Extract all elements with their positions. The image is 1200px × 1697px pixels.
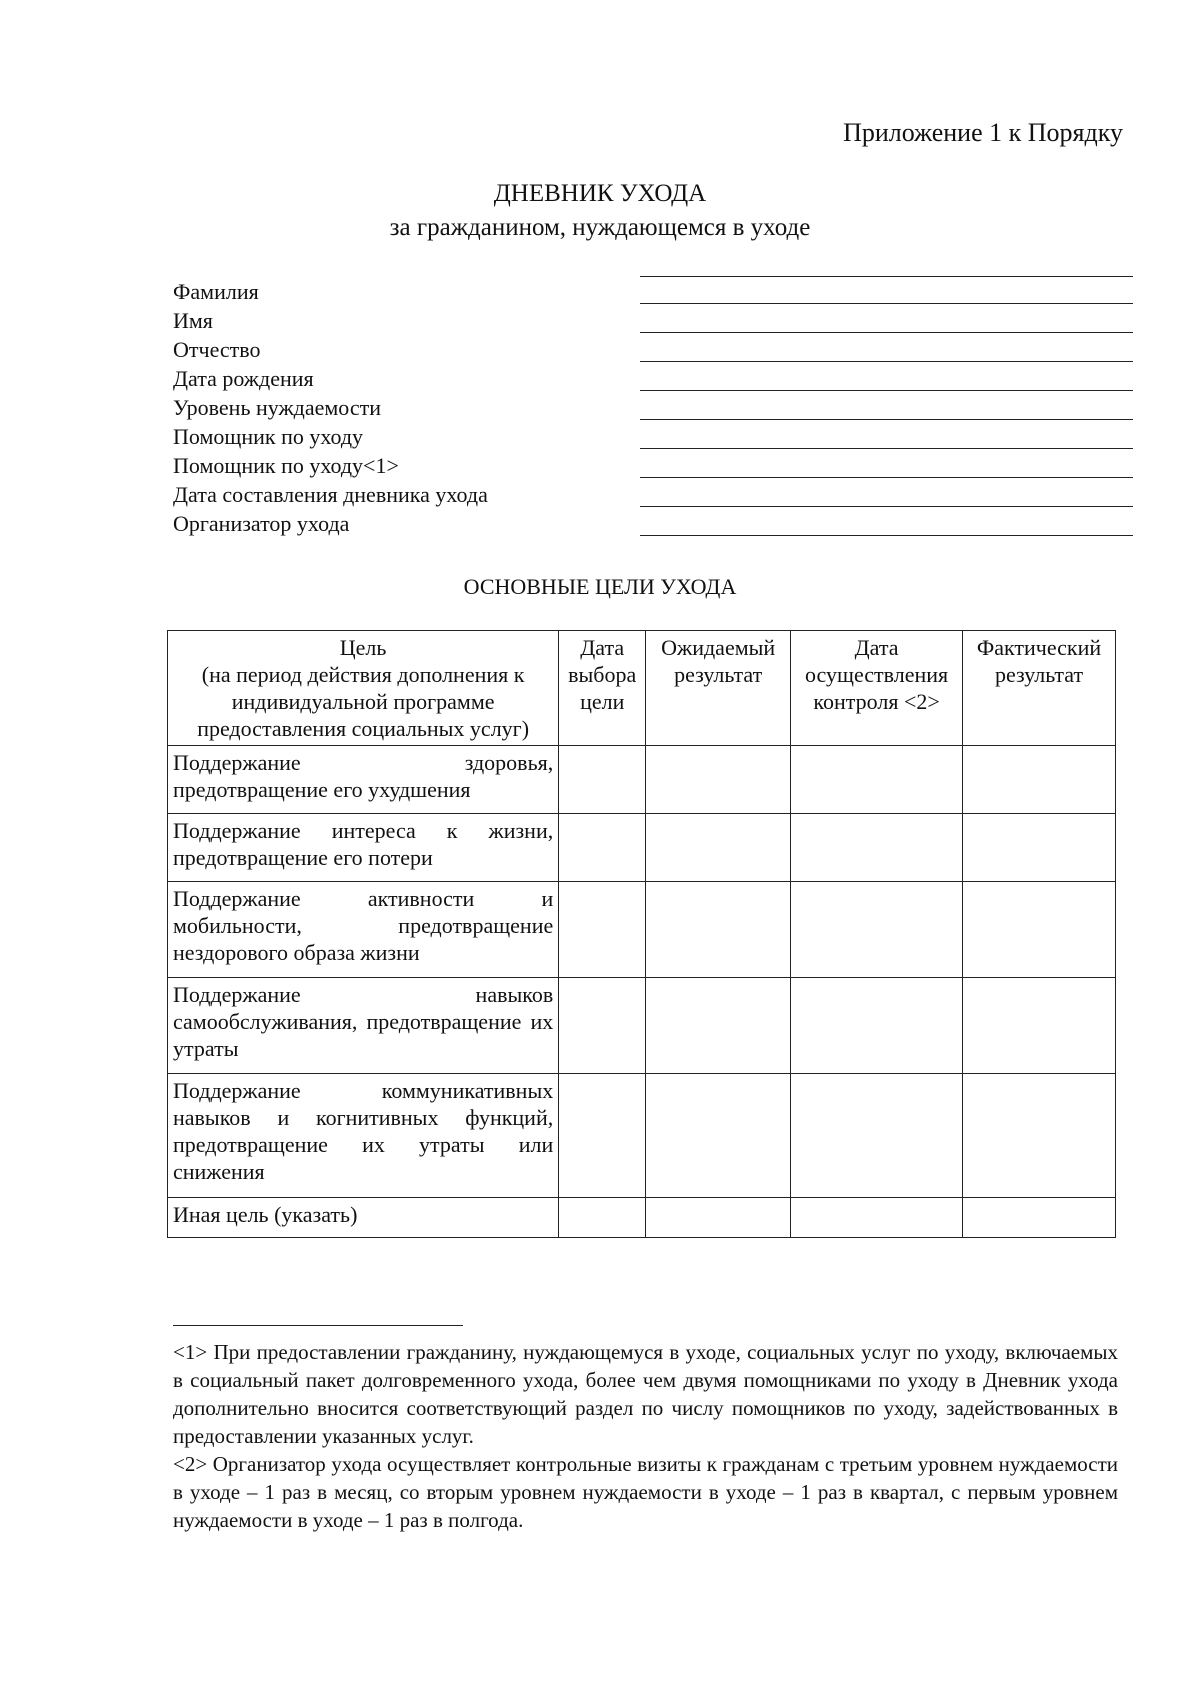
field-input-line[interactable] bbox=[640, 535, 1133, 536]
table-row bbox=[168, 746, 1116, 814]
footnote-2: <2> Организатор ухода осуществляет контрольные визиты к гражданам с третьим уровнем нуждаемости в уходе – 1 раз в месяц, со вторым уровнем нуждаемости в уходе – 1 раз в квартал, с первым уровнем нуждаемости в уходе – 1 раз в полгода. bbox=[173, 1452, 1118, 1532]
goal-cell: Поддержание коммуникативных навыков и когнитивных функций, предотвращение их утраты или снижения bbox=[168, 1074, 559, 1198]
field-care-assistant-2 bbox=[173, 451, 1133, 480]
table-row bbox=[168, 1198, 1116, 1238]
field-input-line[interactable] bbox=[640, 390, 1133, 391]
header-goal-line: предоставления социальных услуг) bbox=[197, 716, 530, 741]
field-label: Фамилия bbox=[173, 279, 259, 304]
table-row bbox=[168, 978, 1116, 1074]
field-label: Организатор ухода bbox=[173, 511, 350, 536]
field-input-line[interactable] bbox=[640, 332, 1133, 333]
field-input-line[interactable] bbox=[640, 506, 1133, 507]
goal-cell: Иная цель (указать) bbox=[168, 1198, 559, 1238]
footnote-separator bbox=[173, 1325, 463, 1326]
empty-cell[interactable] bbox=[646, 746, 791, 814]
field-label: Отчество bbox=[173, 337, 261, 362]
table-row bbox=[168, 1074, 1116, 1198]
field-label: Помощник по уходу bbox=[173, 424, 364, 449]
empty-cell[interactable] bbox=[791, 882, 963, 978]
empty-cell[interactable] bbox=[791, 746, 963, 814]
field-label: Уровень нуждаемости bbox=[173, 395, 382, 420]
field-care-organizer bbox=[173, 509, 1133, 538]
field-need-level bbox=[173, 393, 1133, 422]
section-title: ОСНОВНЫЕ ЦЕЛИ УХОДА bbox=[463, 574, 737, 599]
empty-cell[interactable] bbox=[791, 978, 963, 1074]
field-diary-date bbox=[173, 480, 1133, 509]
empty-cell[interactable] bbox=[646, 814, 791, 882]
empty-cell[interactable] bbox=[646, 882, 791, 978]
field-label: Помощник по уходу<1> bbox=[173, 453, 399, 478]
goal-cell: Поддержание активности и мобильности, предотвращение нездорового образа жизни bbox=[168, 882, 559, 978]
header-goal-line: (на период действия дополнения к bbox=[201, 662, 525, 687]
field-label: Имя bbox=[173, 308, 213, 333]
field-input-line[interactable] bbox=[640, 448, 1133, 449]
table-row bbox=[168, 814, 1116, 882]
field-patronymic bbox=[173, 335, 1133, 364]
empty-cell[interactable] bbox=[559, 1074, 646, 1198]
empty-cell[interactable] bbox=[963, 978, 1116, 1074]
empty-cell[interactable] bbox=[646, 1198, 791, 1238]
header-selection-date: Дата выбора цели bbox=[559, 631, 646, 746]
header-goal-line: Цель bbox=[339, 635, 387, 660]
document-subtitle: за гражданином, нуждающемся в уходе bbox=[389, 214, 811, 241]
field-label: Дата рождения bbox=[173, 366, 314, 391]
empty-cell[interactable] bbox=[646, 1074, 791, 1198]
header-goal-line: индивидуальной программе bbox=[231, 689, 495, 714]
empty-cell[interactable] bbox=[963, 814, 1116, 882]
field-label: Дата составления дневника ухода bbox=[173, 482, 488, 507]
document-title: ДНЕВНИК УХОДА bbox=[493, 180, 707, 207]
empty-cell[interactable] bbox=[559, 1198, 646, 1238]
empty-cell[interactable] bbox=[646, 978, 791, 1074]
empty-cell[interactable] bbox=[963, 1074, 1116, 1198]
goal-cell: Поддержание навыков самообслуживания, предотвращение их утраты bbox=[168, 978, 559, 1074]
empty-cell[interactable] bbox=[559, 814, 646, 882]
empty-cell[interactable] bbox=[791, 1198, 963, 1238]
goals-table bbox=[167, 630, 1116, 1238]
empty-cell[interactable] bbox=[559, 978, 646, 1074]
goal-cell: Поддержание интереса к жизни, предотвращение его потери bbox=[168, 814, 559, 882]
appendix-reference: Приложение 1 к Порядку bbox=[843, 118, 1123, 147]
header-expected-result: Ожидаемый результат bbox=[646, 631, 791, 746]
empty-cell[interactable] bbox=[963, 746, 1116, 814]
personal-info-fields bbox=[173, 277, 1133, 538]
footnotes bbox=[173, 1338, 1118, 1534]
field-input-line[interactable] bbox=[640, 303, 1133, 304]
field-input-line[interactable] bbox=[640, 477, 1133, 478]
header-goal bbox=[168, 631, 559, 746]
empty-cell[interactable] bbox=[559, 746, 646, 814]
empty-cell[interactable] bbox=[791, 1074, 963, 1198]
table-row bbox=[168, 882, 1116, 978]
header-actual-result: Фактический результат bbox=[963, 631, 1116, 746]
goal-cell: Поддержание здоровья, предотвращение его ухудшения bbox=[168, 746, 559, 814]
field-input-line[interactable] bbox=[640, 419, 1133, 420]
footnote-1: <1> При предоставлении гражданину, нуждающемуся в уходе, социальных услуг по уходу, включаемых в социальный пакет долговременного ухода, более чем двумя помощниками по уходу в Дневник ухода дополнительно вносится соответствующий раздел по числу помощников по уходу, задействованных в предоставлении указанных услуг. bbox=[173, 1340, 1118, 1448]
header-control-date: Дата осуществления контроля <2> bbox=[791, 631, 963, 746]
empty-cell[interactable] bbox=[963, 882, 1116, 978]
table-header-row bbox=[168, 631, 1116, 746]
empty-cell[interactable] bbox=[963, 1198, 1116, 1238]
empty-cell[interactable] bbox=[791, 814, 963, 882]
field-surname bbox=[173, 277, 1133, 306]
field-name bbox=[173, 306, 1133, 335]
field-input-line[interactable] bbox=[640, 361, 1133, 362]
field-care-assistant bbox=[173, 422, 1133, 451]
field-birth-date bbox=[173, 364, 1133, 393]
empty-cell[interactable] bbox=[559, 882, 646, 978]
